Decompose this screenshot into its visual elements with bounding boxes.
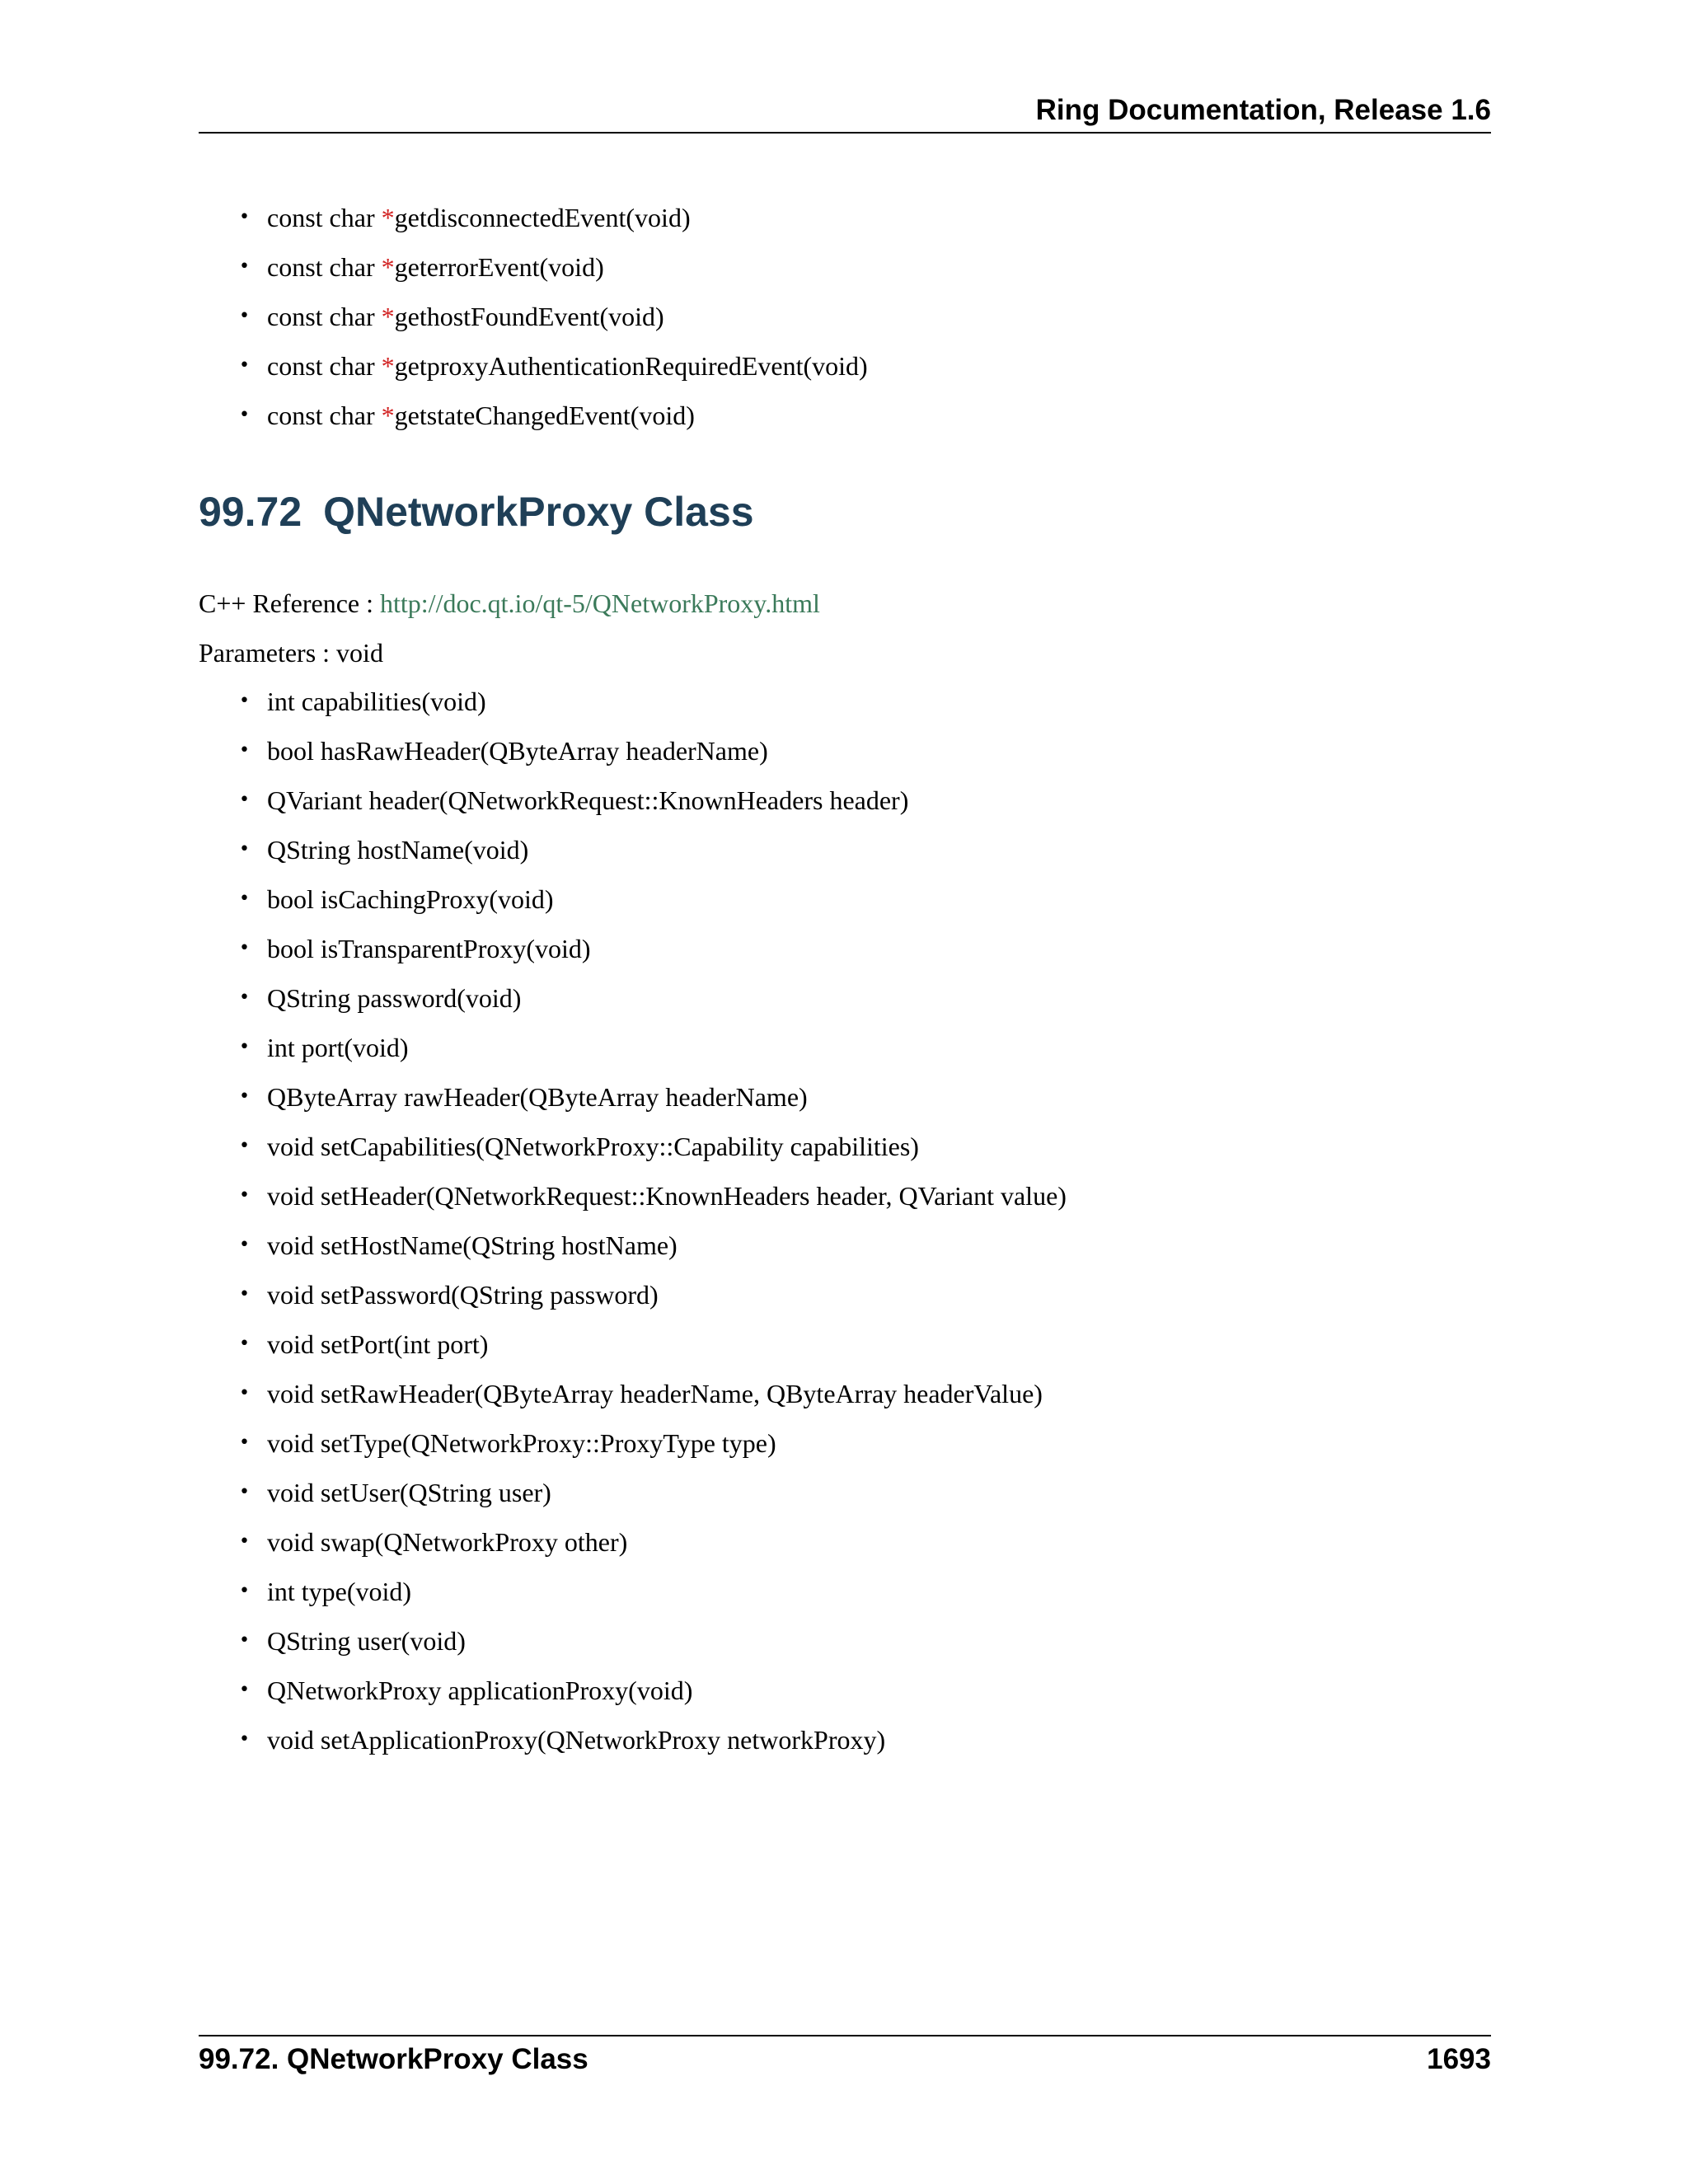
- list-item: • bool isCachingProxy(void): [239, 881, 1067, 930]
- bullet-icon: •: [239, 1729, 250, 1750]
- list-item: • QString password(void): [239, 980, 1067, 1029]
- reference-label: C++ Reference :: [199, 588, 380, 618]
- bullet-icon: •: [239, 405, 250, 425]
- bullet-icon: •: [239, 1531, 250, 1552]
- bullet-icon: •: [239, 1185, 250, 1206]
- list-item: • void swap(QNetworkProxy other): [239, 1524, 1067, 1573]
- list-item: • bool hasRawHeader(QByteArray headerName): [239, 733, 1067, 782]
- bullet-icon: •: [239, 740, 250, 761]
- list-item: • const char *getproxyAuthenticationRequiredEvent(void): [239, 348, 868, 397]
- bullet-icon: •: [239, 839, 250, 860]
- list-item: • int type(void): [239, 1573, 1067, 1623]
- list-item: • void setUser(QString user): [239, 1474, 1067, 1524]
- bullet-icon: •: [239, 1037, 250, 1057]
- page-footer: [199, 2035, 1491, 2075]
- page-header: [199, 91, 1491, 134]
- list-item: • void setHostName(QString hostName): [239, 1227, 1067, 1277]
- bullet-icon: •: [239, 355, 250, 376]
- bullet-icon: •: [239, 306, 250, 326]
- bullet-icon: •: [239, 207, 250, 227]
- bullet-icon: •: [239, 691, 250, 711]
- list-item: • QVariant header(QNetworkRequest::KnownHeaders header): [239, 782, 1067, 832]
- bullet-icon: •: [239, 1086, 250, 1107]
- reference-line: [199, 585, 820, 621]
- list-item: • bool isTransparentProxy(void): [239, 930, 1067, 980]
- methods-list: [239, 683, 1067, 1771]
- bullet-icon: •: [239, 938, 250, 958]
- list-item: • const char *geterrorEvent(void): [239, 249, 868, 298]
- bullet-icon: •: [239, 1680, 250, 1700]
- document-title: Ring Documentation, Release 1.6: [1035, 94, 1491, 126]
- list-item: • void setApplicationProxy(QNetworkProxy networkProxy): [239, 1722, 1067, 1771]
- list-item: • int port(void): [239, 1029, 1067, 1079]
- list-item: • void setRawHeader(QByteArray headerName, QByteArray headerValue): [239, 1376, 1067, 1425]
- bullet-icon: •: [239, 790, 250, 810]
- list-item: • QByteArray rawHeader(QByteArray headerName): [239, 1079, 1067, 1128]
- list-item: • QNetworkProxy applicationProxy(void): [239, 1672, 1067, 1722]
- section-title: QNetworkProxy Class: [323, 489, 754, 535]
- bullet-icon: •: [239, 987, 250, 1008]
- parameters-line: Parameters : void: [199, 638, 383, 668]
- list-item: • void setType(QNetworkProxy::ProxyType type): [239, 1425, 1067, 1474]
- bullet-icon: •: [239, 1482, 250, 1502]
- bullet-icon: •: [239, 1333, 250, 1354]
- list-item: • const char *gethostFoundEvent(void): [239, 298, 868, 348]
- list-item: • int capabilities(void): [239, 683, 1067, 733]
- page-number: 1693: [1427, 2043, 1491, 2075]
- list-item: • QString hostName(void): [239, 832, 1067, 881]
- footer-section: 99.72. QNetworkProxy Class: [199, 2043, 588, 2075]
- bullet-icon: •: [239, 1581, 250, 1601]
- bullet-icon: •: [239, 1136, 250, 1156]
- list-item: • QString user(void): [239, 1623, 1067, 1672]
- list-item: • void setCapabilities(QNetworkProxy::Capability capabilities): [239, 1128, 1067, 1178]
- bullet-icon: •: [239, 888, 250, 909]
- bullet-icon: •: [239, 1235, 250, 1255]
- bullet-icon: •: [239, 1284, 250, 1305]
- bullet-icon: •: [239, 1383, 250, 1404]
- reference-link[interactable]: http://doc.qt.io/qt-5/QNetworkProxy.html: [380, 588, 820, 618]
- list-item: • void setPort(int port): [239, 1326, 1067, 1376]
- bullet-icon: •: [239, 1630, 250, 1651]
- list-item: • const char *getdisconnectedEvent(void): [239, 199, 868, 249]
- section-number: 99.72: [199, 489, 302, 535]
- list-item: • const char *getstateChangedEvent(void): [239, 397, 868, 447]
- section-heading: [199, 488, 754, 536]
- bullet-icon: •: [239, 1432, 250, 1453]
- bullet-icon: •: [239, 256, 250, 277]
- list-item: • void setHeader(QNetworkRequest::KnownHeaders header, QVariant value): [239, 1178, 1067, 1227]
- previous-methods-list: [239, 199, 868, 447]
- list-item: • void setPassword(QString password): [239, 1277, 1067, 1326]
